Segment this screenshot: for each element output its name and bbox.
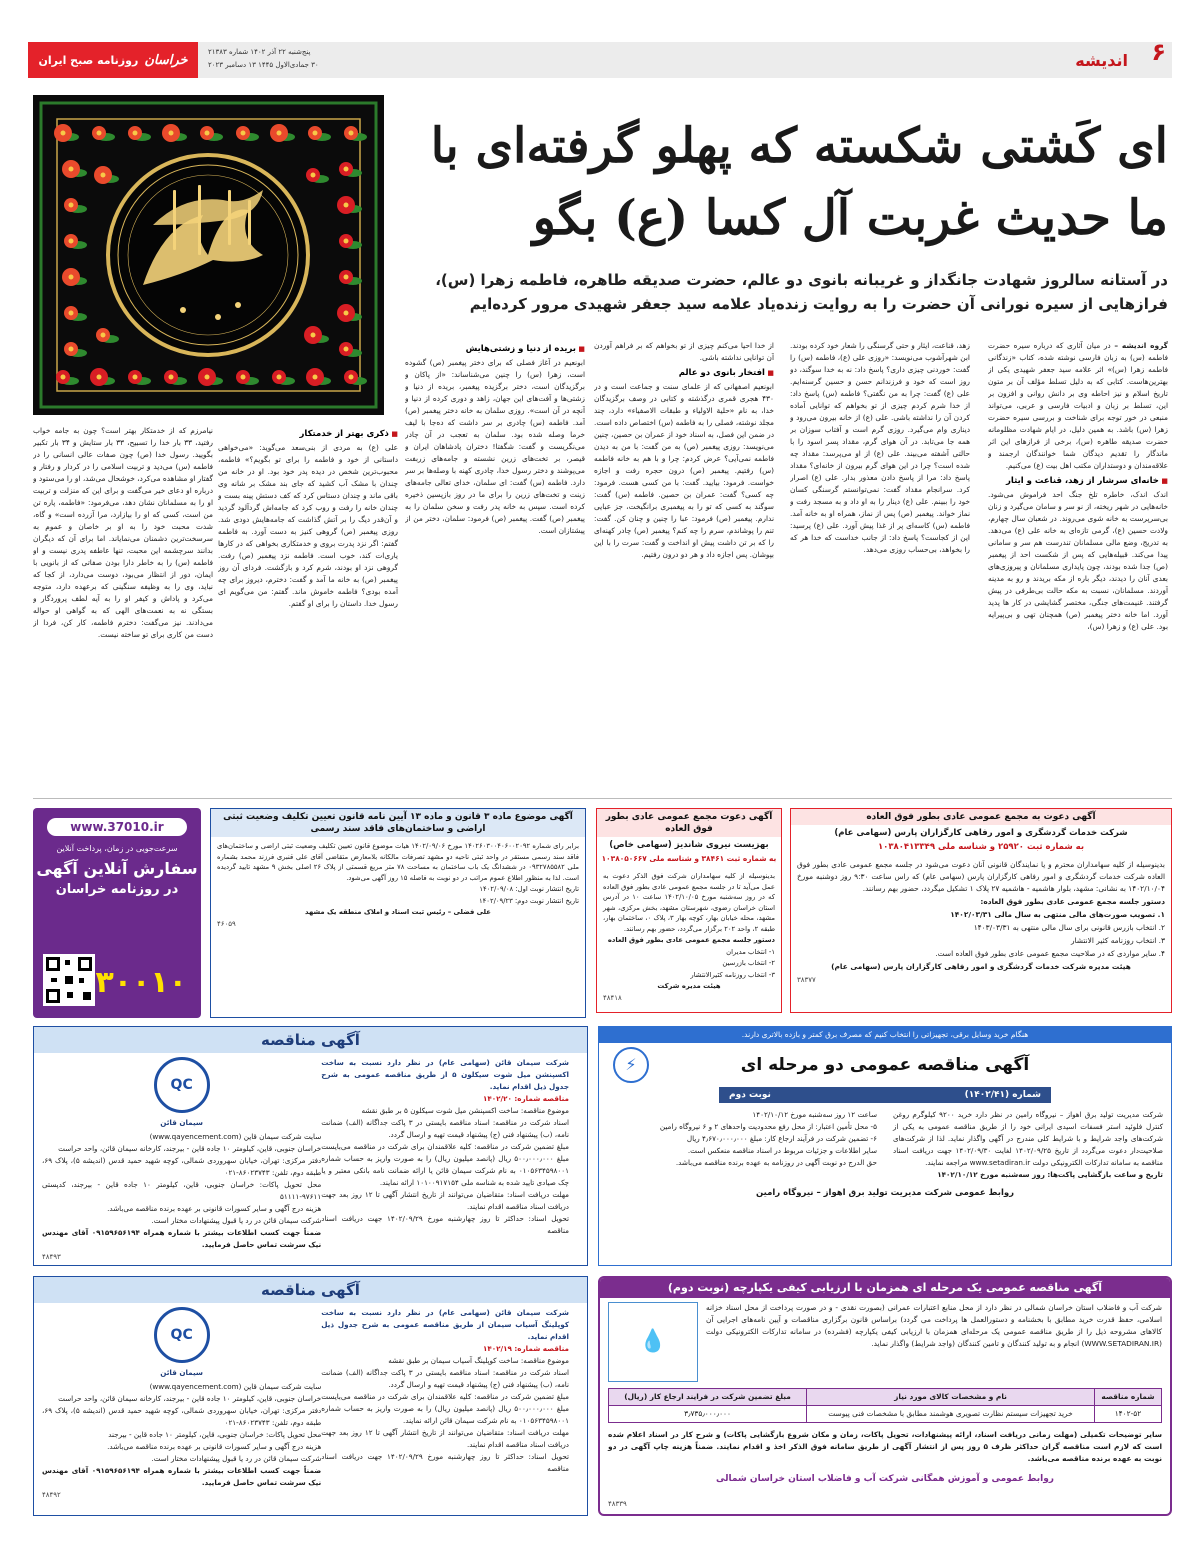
ad-land-registry: آگهی موضوع ماده ۳ قانون و ماده ۱۳ آیین نامه قانون تعیین تکلیف وضعیت ثبتی اراضی و ساختمان‌های فاقد سند رسمی برابر رای شماره ۱۴۰۲۶۰۳۰۰۴۰۶۰۰۲۰۹۲ مورخ ۱۴۰۲/۰۹/۰۶ هیات موضوع قانون تعیین تکلیف وضعیت ثبتی اراضی و ساختمان‌های فاقد سند رسمی مستقر در واحد ثبتی ناحیه دو مشهد تصرفات مالکانه بلامعارض متقاضی آقای علی قنبری فرزند محمد بشماره ملی ۰۹۳۲۷۸۵۵۸۲ در ششدانگ یک باب ساختمان به مساحت ۷۸ متر مربع قسمتی از پلاک ۲۶ اصلی بخش ۹ مشهد تایید گردیده است. لذا به منظور اطلاع عموم مراتب در دو نوبت به فاصله ۱۵ روز آگهی می‌شود. تاریخ انتشار نوبت اول: ۱۴۰۲/۰۹/۰۸ تاریخ انتشار نوبت دوم: ۱۴۰۲/۰۹/۲۳ علی فضلی – رئیس ثبت اسناد و املاک منطقه یک مشهد ۴۶۰۵۹ [210,808,586,1018]
flower-center-icon [69,311,74,316]
flower-center-icon [69,347,74,352]
flower-center-icon [349,131,354,136]
tender-qayen-cement-1: آگهی مناقصه شرکت سیمان قائن (سهامی عام) در نظر دارد نسبت به ساخت اکسپنشن میل شوت سیکلون ۵ از طریق مناقصه عمومی به شرح جدول ذیل اقدام نماید. مناقصه شماره: ۱۴۰۲/۲۰ موضوع مناقصه: ساخت اکسپنشن میل شوت سیکلون ۵ بر طبق نقشه اسناد شرکت در مناقصه: اسناد مناقصه بایستی در ۳ پاکت جداگانه (الف) ضمانت نامه، (ب) پیشنهاد فنی (ج) پیشنهاد قیمت تهیه و ارسال گردد. مبلغ تضمین شرکت در مناقصه: کلیه علاقمندان برای شرکت در مناقصه می‌بایست مبلغ ۵۰۰٫۰۰۰٫۰۰۰ ریال (پانصد میلیون ریال) را به صورت واریز به حساب شماره ۰۱۰۵۶۳۴۵۹۸۰۰۱ به نام شرکت سیمان قائن یا ارائه ضمانت نامه بانکی معتبر و یا چک صیادی تایید شده به شناسه ملی ۱۰۱۰۰۹۱۷۱۵۴ ارائه نمایند. مهلت دریافت اسناد: متقاضیان می‌توانند از تاریخ انتشار آگهی تا ۱۲ روز بعد جهت دریافت اسناد مناقصه اقدام نمایند. تحویل اسناد: حداکثر تا روز چهارشنبه مورخ ۱۴۰۲/۰۹/۲۹ جهت دریافت اسناد مناقصه QC سیمان قائن سایت شرکت سیمان قاین (www.qayencement.com) خراسان جنوبی، قاین، کیلومتر ۱۰ جاده قاین - بیرجند، کارخانه سیمان قائن، واحد حراست دفتر مرکزی: تهران، خیابان سهروردی شمالی، کوچه شهید حمید قدس (اندیشه ۵)، پلاک ۶۹، طبقه دوم، تلفن: ۸۶۰۲۳۷۴۳-۰۲۱ محل تحویل پاکات: خراسان جنوبی، قاین، کیلومتر ۱۰ جاده قاین - بیرجند، کدپستی ۹۷۶۱۱-۵۱۱۱۱ هزینه درج آگهی و سایر کسورات قانونی بر عهده برنده مناقصه می‌باشد. شرکت سیمان قائن در رد یا قبول پیشنهادات مختار است. ضمناً جهت کسب اطلاعات بیشتر با شماره همراه ۰۹۱۵۹۶۵۶۱۹۴ آقای مهندس نیک سرشت تماس حاصل فرمایید. ۴۸۴۹۳ [33,1026,588,1266]
phone-number[interactable]: ۳۰۰۱۰ [95,965,187,1000]
flower-center-icon [61,131,66,136]
brand-tagline: روزنامه صبح ایران [38,53,139,67]
section-title: اندیشه [1075,51,1128,70]
brand-logo: خراسان [144,52,188,68]
power-plant-logo-icon: ⚡ [613,1047,649,1083]
divider [33,798,1172,799]
flower-center-icon [69,275,74,280]
article-column-6: نیامرزم که از خدمتکار بهتر است؟ چون به جامه خواب رفتید، ۳۳ بار خدا را تسبیح، ۳۳ بار ستایش و ۳۴ بار تکبیر بگویید. رسول خدا (ص) چون صفات عالی انسانی را در فاطمه (س) می‌دید و تربیت اسلامی را در کردار و رفتار و گفتار او مشاهده می‌کرد، خوشحال می‌شد، او را می‌ستود و درباره او دعای خیر می‌گفت و برای این که منزلت و تربیت او را به مسلمانان نشان دهد، می‌فرمود: «فاطمه، پاره تن من است، کسی که او را بیازارد، مرا آزرده است» و گاه، شدت محبت خود را به او بر خاصان و عموم به سرسخت‌ترین دشمنان می‌نمایاند. اما برای آن که دیگران بدانند سرچشمه این محبت، تنها عاطفه پدری نیست و او فاطمه (س) را به خاطر دارا بودن صفاتی که از بانویی با ایمان، دور از انتظار می‌بود، دوست می‌دارد، از کجا که نباید، وی را به وظیفه سنگینی که برعهده دارد، متوجه می‌کرد و پاداش و کیفر او را به آیه لطف پروردگار و بستگی نه به نعمت‌های الهی که به گواهی او حواله می‌دادند. نیز می‌گفت: دخترم فاطمه، کار کن، فردا از دست من کاری برای تو ساخته نیست. [33,426,213,639]
tender-qayen-cement-2: آگهی مناقصه شرکت سیمان قائن (سهامی عام) در نظر دارد نسبت به ساخت کوپلینگ آسیاب سیمان از طریق مناقصه عمومی به شرح جدول ذیل اقدام نماید. مناقصه شماره: ۱۴۰۲/۱۹ موضوع مناقصه: ساخت کوپلینگ آسیاب سیمان بر طبق نقشه اسناد شرکت در مناقصه: اسناد مناقصه بایستی در ۳ پاکت جداگانه (الف) ضمانت نامه، (ب) پیشنهاد فنی (ج) پیشنهاد قیمت تهیه و ارسال گردد. مبلغ تضمین شرکت در مناقصه: کلیه علاقمندان برای شرکت در مناقصه می‌بایست مبلغ ۵۰۰٫۰۰۰٫۰۰۰ ریال (پانصد میلیون ریال) را به صورت واریز به حساب شماره ۰۱۰۵۶۳۴۵۹۸۰۰۱ به نام شرکت سیمان قائن ارائه نمایند. مهلت دریافت اسناد: متقاضیان می‌توانند از تاریخ انتشار آگهی تا ۱۲ روز بعد جهت دریافت اسناد مناقصه اقدام نمایند. تحویل اسناد: حداکثر تا روز چهارشنبه مورخ ۱۴۰۲/۰۹/۲۹ جهت دریافت اسناد مناقصه QC سیمان قائن سایت شرکت سیمان قاین (www.qayencement.com) خراسان جنوبی، قاین، کیلومتر ۱۰ جاده قاین - بیرجند، کارخانه سیمان قائن، واحد حراست دفتر مرکزی: تهران، خیابان سهروردی شمالی، کوچه شهید حمید قدس (اندیشه ۵)، پلاک ۶۹، طبقه دوم، تلفن: ۸۶۰۲۳۷۴۳-۰۲۱ محل تحویل پاکات: خراسان جنوبی، قاین، کیلومتر ۱۰ جاده قاین - بیرجند هزینه درج آگهی و سایر کسورات قانونی بر عهده برنده مناقصه می‌باشد. شرکت سیمان قائن در رد یا قبول پیشنهادات مختار است. ضمناً جهت کسب اطلاعات بیشتر با شماره همراه ۰۹۱۵۹۶۵۶۱۹۴ آقای مهندس نیک سرشت تماس حاصل فرمایید. ۴۸۴۹۲ [33,1276,588,1516]
flower-center-icon [101,173,106,178]
article-column-2: زهد، قناعت، ایثار و حتی گرسنگی را شعار خود کرده بودند. ابن شهرآشوب می‌نویسد: «روزی علی (ع)، فاطمه (س) را گفت: خوردنی چیزی داری؟ پاسخ داد: نه به خدا سوگند، دو روز است که خود و فرزندانم حسن و حسین گرسنه‌ایم. علی (ع) گفت: چرا به من نگفتی؟ فاطمه (س) پاسخ داد: از خدا شرم کردم چیزی از تو بخواهم که توانایی آماده کردن آن را نداشته باشی. علی (ع) از خانه بیرون می‌رود و دیناری وام می‌گیرد. روزی گرم است و آفتاب سوزان بر همه جا می‌تابد. در آن هوای گرم، مقداد پسر اسود را با حالتی آشفته می‌بیند. علی (ع) از او می‌پرسد: مقداد چه شده است؟ چرا در این هوای گرم بیرون از خانه‌ای؟ مقداد پاسخ داد: مرا از پاسخ دادن معذور بدار. علی (ع) اصرار کرد. سرانجام مقداد گفت: نمی‌توانستم گرسنگی کسان خود را ببینم. علی (ع) دینار را به او داد و به مسجد رفت و نماز خواند. پیغمبر (ص) پس از نماز، همراه او به خانه آمد. فاطمه (س) کاسه‌ای پر از غذا پیش آورد. علی (ع) پرسید: این از کجاست؟ پاسخ داد: از جانب خداست که خدا هر که را بخواهد، بی‌حساب روزی می‌دهد. [790,341,970,554]
flower-center-icon [313,375,318,380]
flower-center-icon [344,311,349,316]
flower-center-icon [344,275,349,280]
flower-center-icon [344,167,349,172]
qayen-cement-logo-icon: QC [154,1057,210,1113]
tender-water-khorasan: آگهی مناقصه عمومی یک مرحله ای همزمان با ارزیابی کیفی یکپارچه (نوبت دوم) شرکت آب و فاضلاب استان خراسان شمالی در نظر دارد از محل منابع اعتبارات عمرانی (بصورت نقدی - و در صورت پرداخت از محل اسناد خزانه اسلامی، حفظ قدرت خرید مطابق با بخشنامه و دستورالعمل ها پرداخت می گردد) براساس قانون برگزاری مناقصات و آیین نامه‌های اجرایی آن کالاهای مشروحه ذیل را از طریق مناقصه عمومی یک مرحله‌ای همزمان با ارزیابی کیفی یکپارچه (فشرده) در سامانه تدارکات الکترونیکی دولت (WWW.SETADIRAN.IR) انجام و به تولید کنندگان و تامین کنندگان (واجد شرایط) واگذار نماید. 💧 شماره مناقصه نام و مشخصات کالای مورد نیاز مبلغ تضمین شرکت در فرایند ارجاع کار (ریال) ۱۴۰۲-۵۲ خرید تجهیزات سیستم نظارت تصویری هوشمند مطابق با مشخصات فنی پیوست ۳٫۷۳۵٫۰۰۰٫۰۰۰ سایر توضیحات تکمیلی (مهلت زمانی دریافت اسناد، ارائه پیشنهادات، تحویل پاکات، زمان و مکان شروع بازگشایی پاکات) و شرح کار در اسناد اعلام شده است که لازم است مناقصه گران حداکثر ظرف ۵ روز پس از انتشار آگهی از طریق سامانه فوق الذکر اخذ و اقدام نمایند. ضمناً هزینه چاپ آگهی در دو نوبت به عهده برنده مناقصه می‌باشد. روابط عمومی و آموزش همگانی شرکت آب و فاضلاب استان خراسان شمالی ۴۸۳۳۹ [598,1276,1172,1516]
flower-center-icon [241,131,246,136]
flower-center-icon [61,375,66,380]
flower-center-icon [277,131,282,136]
flower-center-icon [69,239,74,244]
subheading: ■ بریده از دنیا و زشتی‌هایش [405,343,585,355]
article-headline: ای کَشتی شکسته که پهلو گرفته‌ای با ما حدیث غربت آل کسا (ع) بگو [430,118,1168,246]
flower-center-icon [169,131,174,136]
flower-center-icon [97,131,102,136]
subheading: ■ ذکری بهتر از خدمتکار [218,428,398,440]
flower-center-icon [344,239,349,244]
water-company-logo-icon: 💧 [608,1302,698,1382]
flower-center-icon [311,173,316,178]
flower-center-icon [169,375,174,380]
flower-center-icon [349,375,354,380]
subheading: ■ افتخار بانوی دو عالم [594,367,774,379]
article-column-5: ■ ذکری بهتر از خدمتکار علی (ع) به مردی از بنی‌سعد می‌گوید: «می‌خواهی داستانی از خود و فاطمه را برای تو بگویم؟» فاطمه، محبوب‌ترین شخص در دیده پدر خود بود. او در خانه من چندان با مشک آب کشید که جای بند مشک بر شانه وی باقی ماند و چندان دستاس کرد که کف دستش پینه بست و چندان خانه را رفت و روب کرد که جامه‌اش گردآلود گردید و آن‌قدر دیگ را بر آتش گذاشت که جامه‌هایش دودی شد. روزی پیغمبر (ص) گروهی کنیز به دست آورد. به فاطمه گفتم: اگر نزد پدرت بروی و خدمتکاری بخواهی که در کارها یاری‌ات کند، خوب است. فاطمه نزد پیغمبر (ص) رفت. گروهی نزد او بودند، شرم کرد و بازگشت. فردای آن روز پیغمبر (ص) به خانه ما آمد و گفت: دخترم، دیروز برای چه آمده بودی؟ فاطمه خاموش ماند. گفتم: من می‌گویم ای رسول خدا. داستان را برای او گفتم. [218,425,398,790]
flower-center-icon [344,347,349,352]
article-column-3: از خدا احیا می‌کنم چیزی از تو بخواهم که بر فراهم آوردن آن توانایی نداشته باشی. ■ افتخار بانوی دو عالم ابونعیم اصفهانی که از علمای سنت و جماعت است و در ۴۳۰ هجری قمری درگذشته و کتابی در وصف برگزیدگان خدا، به نام «حلیة الاولیاء و طبقات الاصفیاء» دارد، چند مجلد نوشته، فصلی را به فاطمه (س) اختصاص داده است. در ضمن این فصل، به اسناد خود از عمران بن حصین، چنین می‌نویسد: روزی پیغمبر (ص) به من گفت: با من به دیدن فاطمه نمی‌آیی؟ عرض کردم: چرا و با هم به خانه فاطمه (س) رفتیم. پیغمبر (ص) درون حجره رفت و اجازه خواست. فرمود: بیایید. گفت: با من کسی هست. فرمود: چه کسی؟ گفت: عمران بن حصین. فاطمه (س) گفت: سوگند به کسی که تو را به پیغمبری برانگیخت، جز عبایی ندارم. پیغمبر (ص) فرمود: عبا را چنین و چنان کن. گفت: تنم را پوشاندم، سرم را چه کنم؟ پیغمبر (ص) چادر کهنه‌ای را که بر تن داشت پیش او انداخت و گفت: سرت را با این بپوشان. پس اجازه داد و هر دو درون رفتیم. [594,340,774,790]
subheading: ■ خانه‌ای سرشار از زهد، قناعت و ایثار [988,475,1168,487]
flower-center-icon [277,375,282,380]
article-lead: در آستانه سالروز شهادت جانگداز و غریبانه بانوی دو عالم، حضرت صدیقه طاهره، فاطمه زهرا (س)، فرازهایی از سیره نورانی آن حضرت را به روایت زنده‌یاد علامه سید جعفر شهیدی مرور کرده‌ایم [435,271,1168,313]
qr-code-icon [43,954,95,1006]
flower-center-icon [205,375,210,380]
page-number: ۶ [1151,38,1166,66]
hero-calligraphy-image [33,95,384,415]
ad-general-assembly-pars: آگهی دعوت به مجمع عمومی عادی بطور فوق العاده شرکت خدمات گردشگری و امور رفاهی کارگزاران پارس (سهامی عام) به شماره ثبت ۲۵۹۲۰ و شناسه ملی ۱۰۳۸۰۴۱۳۳۴۹ بدینوسیله از کلیه سهامداران محترم و یا نمایندگان قانونی آنان دعوت می‌شود در جلسه مجمع عمومی عادی بطور فوق العاده شرکت خدمات گردشگری و امور رفاهی کارگزاران پارس (سهامی عام) که راس ساعت ۹:۳۰ روز دوشنبه مورخ ۱۴۰۲/۱۰/۰۴ به نشانی: مشهد، بلوار هاشمیه - هاشمیه ۲۷ پلاک ۱ تشکیل میگردد، حضور بهم رسانند. دستور جلسه مجمع عمومی عادی بطور فوق العاده: ۱. تصویب صورت‌های مالی منتهی به سال مالی ۱۴۰۲/۰۳/۳۱ ۲. انتخاب بازرس قانونی برای سال مالی منتهی به ۱۴۰۳/۰۳/۳۱ ۳. انتخاب روزنامه کثیر الانتشار ۴. سایر مواردی که در صلاحیت مجمع عمومی عادی بطور فوق العاده است. هیئت مدیره شرکت خدمات گردشگری و امور رفاهی کارگزاران پارس (سهامی عام) ۳۸۳۷۷ [790,808,1172,1013]
flower-center-icon [313,131,318,136]
flower-center-icon [344,203,349,208]
qayen-cement-logo-icon: QC [154,1307,210,1363]
flower-center-icon [101,333,106,338]
flower-center-icon [311,333,316,338]
ad-online-order[interactable]: www.37010.ir سرعت‌جویی در زمان، پرداخت آنلاین سفارش آنلاین آگهی در روزنامه خراسان ۳۰۰۱۰ [33,808,201,1018]
flower-center-icon [241,375,246,380]
brand-badge [28,42,198,78]
ad-general-assembly-behzist: آگهی دعوت مجمع عمومی عادی بطور فوق العاده بهزیست نیروی شاندیز (سهامی خاص) به شماره ثبت ۳۸۴۶۱ و شناسه ملی ۱۰۳۸۰۵۰۶۶۷ بدینوسیله از کلیه سهامداران شرکت فوق الذکر دعوت به عمل می‌آید تا در جلسه مجمع عمومی عادی بطور فوق العاده که در روز سه‌شنبه مورخ ۱۴۰۲/۱۰/۰۵ ساعت ۱۰ در آدرس استان خراسان رضوی، شهرستان مشهد، بخش مرکزی، شهر مشهد، محله ‌خیابان بهار، کوچه بهار ۳، پلاک ۰، ساختمان ‌بهار، طبقه ۲، واحد ۲۰۲ برگزار می‌گردد، حضور بهم رسانند. دستور جلسه مجمع عمومی عادی بطور فوق العاده ۱- انتخاب مدیران ۲- انتخاب بازرسین ۳- انتخاب روزنامه کثیرالانتشار هیئت مدیره شرکت ۴۸۴۱۸ [596,808,782,1013]
issue-date: پنج‌شنبه ۲۲ آذر ۱۴۰۲ شماره ۲۱۳۸۳ ۳۰ جمادی‌الاول ۱۴۴۵ ۱۳ دسامبر ۲۰۲۳ [208,48,319,69]
article-column-4: ■ بریده از دنیا و زشتی‌هایش ابونعیم در آغاز فصلی که برای دختر پیغمبر (ص) گشوده است، زهرا (س) را چنین می‌شناساند: «از پاکان و برگزیدگان است، دختر برگزیده پیغمبر، بریده از دنیا و زشتی‌ها و آفت‌های این جهان، زاهد و دوری کرده از دنیا و آنچه در آن است». روزی سلمان به خانه دختر پیغمبر (ص) آمد. فاطمه (س) چادری بر سر داشت که ده‌جا با لیف خرما وصله شده بود. سلمان به تعجب در آن چادر می‌نگریست و گفت: شگفتا! دختران پادشاهان ایران و قیصر، بر تخت‌های زرین نشسته و جامه‌های زربفت می‌پوشند و دختر رسول خدا، چادری کهنه با وصله‌ها بر سر دارد. فاطمه (س) گفت: ای سلمان، خدای تعالی جامه‌های زینت و تخت‌های زرین را برای ما در روز بازپسین ذخیره کرده است. سپس به خانه پدر رفت و سخن سلمان را به پیغمبر (ص) گفت. پیغمبر (ص) فرمود: سلمان، دختر من از پیشتازان است. [405,340,585,790]
article-column-1: گروه اندیشه – در میان آثاری که درباره سیره حضرت فاطمه (س) به زبان فارسی نوشته شده، کتاب «زندگانی فاطمه زهرا (س)» اثر علامه سید جعفر شهیدی یکی از بهترین‌هاست. کتابی که به دلیل تسلط مؤلف آن بر متون تاریخ اسلام و نیز احاطه وی بر دانش روانی و افزون بر این، تسلط بر زبان و ادبیات فارسی و عربی، می‌تواند منبعی در خور توجه برای شناخت و بررسی سیره حضرت زهرا (س) باشد. به همین دلیل، در ایام شهادت مظلومانه حضرت صدیقه طاهره (س)، برخی از فرازهای این اثر ماندگار را تقدیم دیدگان شما خوانندگان ارجمند و علاقه‌مندان و دوستداران مکتب اهل بیت (ع) می‌کنیم. ■ خانه‌ای سرشار از زهد، قناعت و ایثار اندک اندک، خاطره تلخ جنگ احد فراموش می‌شود. خانه‌هایی در شهر ریخته، از نو سر و سامان می‌گیرد و زنان بی‌سرپرست به خانه شوی می‌روند. در شعبان سال چهارم، ولادت حسین (ع)، گرمی تازه‌ای به خانه علی (ع) می‌دهد. به تدریج، وضع مالی مسلمانان تندرست هم سر و سامانی پیدا می‌کند. قبیله‌هایی که پس از شکست احد از پیغمبر (ص) جدا شده بودند، چون پایداری مسلمانان و پیروزی‌های بعدی آنان را دیدند، دیگر باره از مکه بریدند و رو به مدینه آوردند. مسلمانان، نسبت به مکه حالت بی‌طرفی در پیش گرفتند. غنیمت‌های جنگی، مختصر گشایشی در کار ها پدید آورد. اما خانه دختر پیغمبر (ص) همچنان تهی و بی‌پیرایه بود. علی (ع) و زهرا (س)، [988,340,1168,790]
page-header [28,38,1172,78]
flower-center-icon [69,167,74,172]
tender-ramin-powerplant: هنگام خرید وسایل برقی، تجهیزاتی را انتخاب کنیم که مصرف برق کمتر و بازده بالاتری دارند. آگهی مناقصه عمومی دو مرحله ای ⚡ شماره (۱۴۰۲/۴۱) نوبت دوم شرکت مدیریت تولید برق اهواز – نیروگاه رامین در نظر دارد خرید ۹۲۰۰ کیلوگرم روغن کنترل فلوئید استر فسفات اسیدی ایرانی خود را از طریق مناقصه عمومی به یکی از شرکت‌های واجد شرایط و با شرایط کلی مندرج در آگهی واگذار نماید. لذا از شرکت‌های صلاحیت‌دار دعوت می‌گردد از تاریخ ۱۴۰۲/۰۹/۲۵ لغایت ۱۴۰۲/۰۹/۳۰ جهت دریافت اسناد مناقصه به سامانه تدارکات الکترونیکی دولت www.setadiran.ir مراجعه نمایند. تاریخ و ساعت بازگشایی پاکت‌ها: روز سه‌شنبه مورخ ۱۴۰۲/۱۰/۱۲ ساعت ۱۲ روز سه‌شنبه مورخ ۱۴۰۲/۱۰/۱۲ ۵- محل تأمین اعتبار: از محل رفع محدودیت واحدهای ۲ و ۶ نیروگاه رامین ۶- تضمین شرکت در فرآیند ارجاع کار: مبلغ ۴٫۶۷۰٫۰۰۰٫۰۰۰ ریال سایر اطلاعات و جزئیات مربوط در اسناد مناقصه منعکس است. حق الدرج دو نوبت آگهی در روزنامه به عهده برنده مناقصه می‌باشد. روابط عمومی شرکت مدیریت تولید برق اهواز – نیروگاه رامین [598,1026,1172,1266]
flower-center-icon [205,131,210,136]
floral-frame-icon [33,95,384,415]
flower-center-icon [133,131,138,136]
flower-center-icon [97,375,102,380]
flower-center-icon [133,375,138,380]
site-url[interactable]: www.37010.ir [47,818,187,836]
tender-table: شماره مناقصه نام و مشخصات کالای مورد نیاز مبلغ تضمین شرکت در فرایند ارجاع کار (ریال) ۱۴۰۲-۵۲ خرید تجهیزات سیستم نظارت تصویری هوشمند مطابق با مشخصات فنی پیوست ۳٫۷۳۵٫۰۰۰٫۰۰۰ [608,1388,1162,1423]
table-row: ۱۴۰۲-۵۲ خرید تجهیزات سیستم نظارت تصویری هوشمند مطابق با مشخصات فنی پیوست ۳٫۷۳۵٫۰۰۰٫۰۰۰ [609,1406,1162,1423]
flower-center-icon [69,203,74,208]
